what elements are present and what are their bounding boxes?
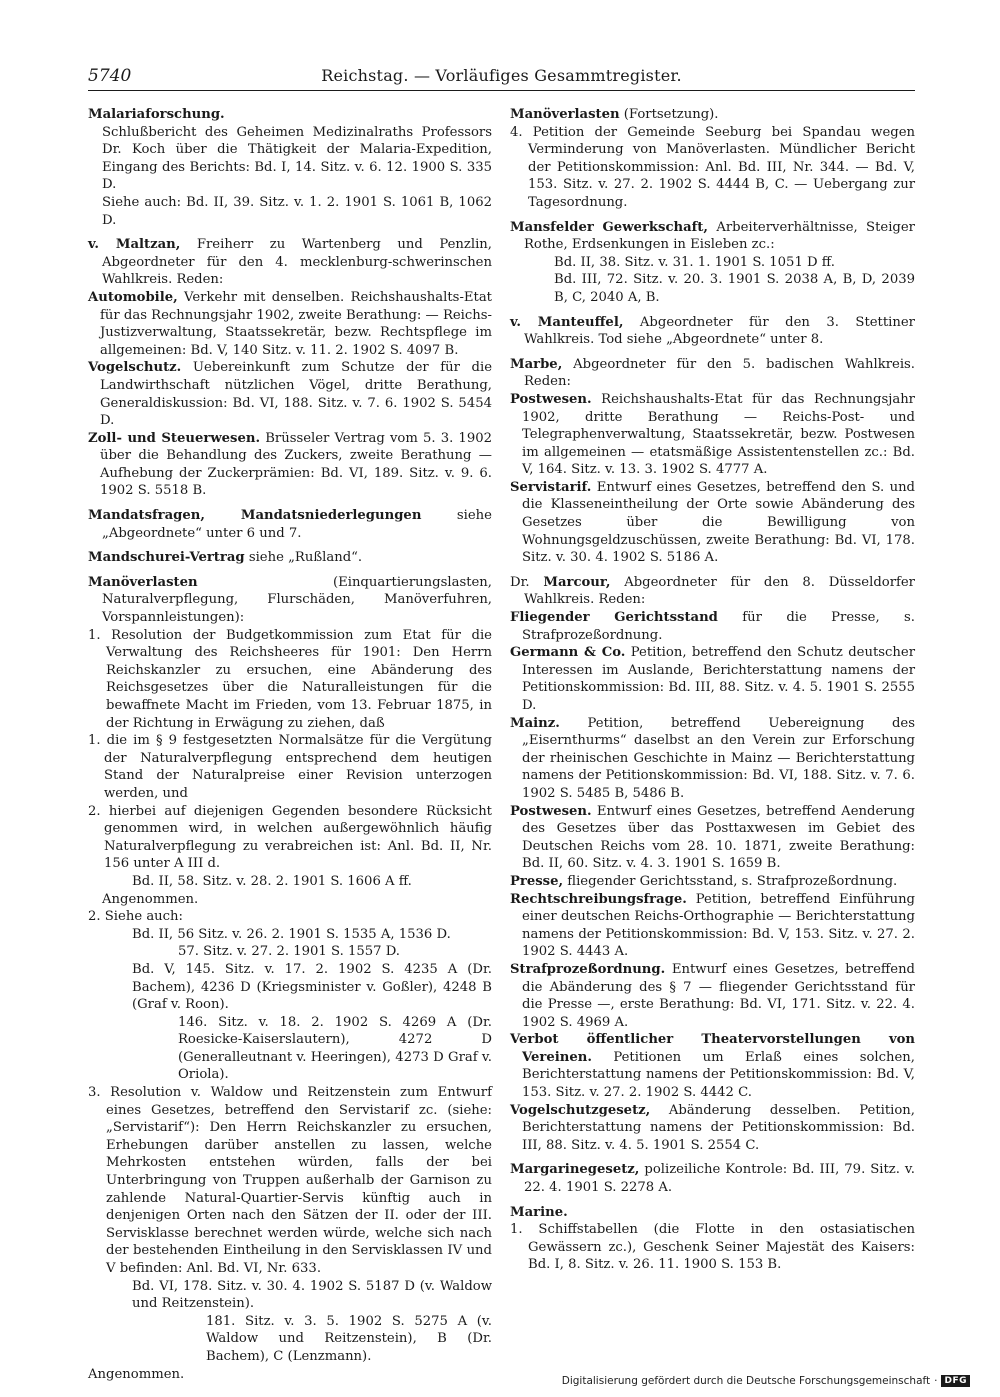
speech-text: Entwurf eines Gesetzes, betreffend den S. und die Klasseneintheilung der Orte sowie Abänderung des Gesetzes über die Bewilligung von Wohnungsgeldzuschüssen, zweite Berathung: Bd. VI, 178. Sitz. v. 30. 4. 1902 S. 5186 A. [522, 479, 915, 566]
speech-term: Postwesen. [510, 391, 592, 407]
entry-heading: Margarinegesetz, [510, 1162, 640, 1178]
entry-manoeverlasten [88, 574, 492, 1383]
speech-text: Uebereinkunft zum Schutze der für die Landwirthschaft nützlichen Vögel, dritte Berathung, Generaldiskussion: Bd. VI, 188. Sitz. v. 7. 6. 1902 S. 5454 D. [100, 360, 492, 429]
speech-term: Presse, [510, 873, 564, 889]
numbered-item: 3. Resolution v. Waldow und Reitzenstein zum Entwurf eines Gesetzes, betreffend den Servistarif zc. (siehe: „Servistarif“): Den Herrn Reichskanzler zu ersuchen, Erhebungen darüber anstellen zu lassen, welche Mehrkosten entstehen würden, falls der bei Unterbringung von Truppen außerhalb der Garnison zu zahlende Natural-Quartier-Servis künftig auch in denjenigen Orten nach den Sätzen der II. oder der III. Servisklasse berechnet werden würde, welche sich nach der bestehenden Eintheilung in den Servisklassen IV und V befinden: Anl. Bd. VI, Nr. 633. [88, 1085, 492, 1276]
speech-term: Vogelschutzgesetz, [510, 1102, 651, 1118]
entry-text: Abgeordneter für den 8. Düsseldorfer Wahlkreis. Reden: [524, 574, 915, 608]
entry-text: Abgeordneter für den 3. Stettiner Wahlkreis. Tod siehe „Abgeordnete“ unter 8. [524, 314, 915, 348]
speech-term: Verbot öffentlicher Theatervorstellungen von Vereinen. [510, 1032, 915, 1065]
page-number: 5740 [88, 66, 132, 86]
entry-heading: Marcour, [543, 574, 611, 590]
speech-text: Abänderung desselben. Petition, Berichterstattung namens der Petitionskommission: Bd. III, 88. Sitz. v. 4. 5. 1901 S. 2554 C. [522, 1102, 915, 1153]
entry-text: (Einquartierungslasten, Naturalverpflegung, Flurschäden, Manöverfuhren, Vorspannleistungen): [102, 574, 492, 626]
entry-heading: Mandatsfragen, Mandatsniederlegungen [88, 508, 422, 524]
entry-text: (Fortsetzung). [623, 107, 719, 122]
entry-mandatsfragen [88, 507, 492, 542]
entry-heading: Manöverlasten [88, 574, 198, 590]
speech-term: Germann & Co. [510, 645, 626, 661]
entry-text: siehe „Rußland“. [248, 550, 363, 566]
entry-heading: Marbe, [510, 356, 563, 372]
footer-text: Digitalisierung gefördert durch die Deutsche Forschungsgemeinschaft [561, 1375, 931, 1387]
numbered-item: 4. Petition der Gemeinde Seeburg bei Spandau wegen Verminderung von Manöverlasten. Mündlicher Bericht der Petitionskommission: Anl. Bd. III, Nr. 344. — Bd. V, 153. Sitz. v. 27. 2. 1902 S. 4444 B, C. — Uebergang zur Tagesordnung. [510, 124, 915, 210]
entry-heading: v. Maltzan, [88, 237, 181, 253]
entry-marcour [510, 574, 915, 1155]
entry-text: polizeiliche Kontrole: Bd. III, 79. Sitz. v. 22. 4. 1901 S. 2278 A. [524, 1162, 915, 1196]
footer [562, 1375, 970, 1387]
speech-text: Entwurf eines Gesetzes, betreffend die Abänderung des § 7 — fliegender Gerichtsstand für die Presse —, erste Berathung: Bd. VI, 171. Sitz. v. 22. 4. 1902 S. 4969 A. [522, 961, 915, 1030]
speech-text: Entwurf eines Gesetzes, betreffend Aenderung des Gesetzes über das Posttaxwesen im Gebiet des Deutschen Reichs vom 28. 10. 1871, zweite Berathung: Bd. II, 60. Sitz. v. 4. 3. 1901 S. 1659 B. [522, 803, 915, 872]
entry-marbe [510, 356, 915, 567]
entry-mandschurei [88, 549, 492, 567]
page-header [88, 64, 915, 91]
entry-heading: Mandschurei-Vertrag [88, 550, 245, 566]
citation: Bd. III, 72. Sitz. v. 20. 3. 1901 S. 2038 A, B, D, 2039 B, C, 2040 A, B. [554, 272, 915, 305]
entry-mansfelder [510, 219, 915, 307]
entry-heading: Manöverlasten [510, 107, 620, 122]
numbered-item: 2. Siehe auch: [88, 909, 183, 925]
speech-text: Petitionen um Erlaß eines solchen, Berichterstattung namens der Petitionskommission: Bd. V, 153. Sitz. v. 27. 2. 1902 S. 4442 C. [522, 1049, 915, 1101]
entry-text: Freiherr zu Wartenberg und Penzlin, Abgeordneter für den 4. mecklenburg-schwerinschen Wahlkreis. Reden: [102, 237, 492, 288]
left-column [88, 106, 492, 1390]
entry-text: siehe „Abgeordnete“ unter 6 und 7. [102, 508, 492, 541]
speech-term: Vogelschutz. [88, 360, 182, 376]
entry-heading: Marine. [510, 1204, 568, 1220]
speech-term: Rechtschreibungsfrage. [510, 891, 687, 907]
speech-term: Mainz. [510, 715, 560, 731]
numbered-item: 1. Resolution der Budgetkommission zum Etat für die Verwaltung des Reichsheeres für 1901: Den Herrn Reichskanzler zu ersuchen, eine Abänderung des Reichsgesetzes über die Naturalleistungen für die bewaffnete Macht im Frieden, vom 13. Februar 1875, in der Richtung in Erwägung zu ziehen, daß [88, 627, 492, 731]
entry-margarinegesetz [510, 1161, 915, 1196]
entry-text: Siehe auch: Bd. II, 39. Sitz. v. 1. 2. 1901 S. 1061 B, 1062 D. [102, 194, 492, 228]
entry-manteuffel [510, 314, 915, 349]
speech-term: Automobile, [88, 289, 178, 305]
speech-term: Zoll- und Steuerwesen. [88, 430, 261, 446]
speech-text: Petition, betreffend den Schutz deutscher Interessen im Auslande, Berichterstattung namens der Petitionskommission: Bd. III, 88. Sitz. v. 4. 5. 1901 S. 2555 D. [522, 645, 915, 713]
entry-heading: Mansfelder Gewerkschaft, [510, 219, 708, 235]
dfg-logo-icon: DFG [941, 1375, 970, 1387]
numbered-item: 1. Schiffstabellen (die Flotte in den ostasiatischen Gewässern zc.), Geschenk Seiner Majestät des Kaisers: Bd. I, 8. Sitz. v. 26. 11. 1900 S. 153 B. [510, 1222, 915, 1273]
entry-text: Abgeordneter für den 5. badischen Wahlkreis. Reden: [524, 356, 915, 390]
speech-term: Postwesen. [510, 803, 592, 819]
numbered-subitem: 1. die im § 9 festgesetzten Normalsätze für die Vergütung der Naturalverpflegung entsprechend dem heutigen Stand der Naturalpreise einer Revision unterzogen werden, und [88, 733, 492, 801]
citation: 181. Sitz. v. 3. 5. 1902 S. 5275 A (v. Waldow und Reitzenstein), B (Dr. Bachem), C (Lenzmann). [206, 1313, 492, 1364]
right-column [510, 106, 915, 1281]
citation: Bd. VI, 178. Sitz. v. 30. 4. 1902 S. 5187 D (v. Waldow und Reitzenstein). [132, 1278, 492, 1312]
speech-text: fliegender Gerichtsstand, s. Strafprozeßordnung. [567, 873, 898, 889]
entry-maltzan [88, 236, 492, 500]
entry-marine [510, 1204, 915, 1274]
speech-text: für die Presse, s. Strafprozeßordnung. [522, 610, 915, 643]
citation: 57. Sitz. v. 27. 2. 1901 S. 1557 D. [178, 944, 401, 960]
citation: Bd. II, 56 Sitz. v. 26. 2. 1901 S. 1535 A, 1536 D. [132, 926, 451, 942]
speech-text: Petition, betreffend Uebereignung des „Eisernthurms“ daselbst an den Verein zur Erforschung der rheinischen Geschichte in Mainz — Berichterstattung namens der Petitionskommission: Bd. VI, 188. Sitz. v. 7. 6. 1902 S. 5485 B, 5486 B. [522, 715, 915, 801]
citation: 146. Sitz. v. 18. 2. 1902 S. 4269 A (Dr. Roesicke-Kaiserslautern), 4272 D (Generalleutnant v. Heeringen), 4273 D Graf v. Oriola). [178, 1014, 492, 1083]
entry-heading: v. Manteuffel, [510, 314, 624, 330]
speech-text: Brüsseler Vertrag vom 5. 3. 1902 über die Behandlung des Zuckers, zweite Berathung — Aufhebung der Zuckerprämien: Bd. VI, 189. Sitz. v. 9. 6. 1902 S. 5518 B. [100, 430, 492, 499]
entry-text: Arbeiterverhältnisse, Steiger Rothe, Erdsenkungen in Eisleben zc.: [524, 219, 915, 253]
speech-term: Servistarif. [510, 479, 592, 495]
result-text: Angenommen. [88, 1366, 185, 1382]
citation: Bd. II, 58. Sitz. v. 28. 2. 1901 S. 1606 A ff. [132, 873, 412, 889]
speech-term: Fliegender Gerichtsstand [510, 610, 718, 626]
speech-text: Reichshaushalts-Etat für das Rechnungsjahr 1902, dritte Berathung — Reichs-Post- und Telegraphenverwaltung, Staatssekretär, bezw. Postwesen im allgemeinen — etatsmäßige Assistentenstellen zc.: Bd. V, 164. Sitz. v. 13. 3. 1902 S. 4777 A. [522, 391, 915, 478]
entry-malaria [88, 106, 492, 229]
entry-text: Schlußbericht des Geheimen Medizinalraths Professors Dr. Koch über die Thätigkeit der Malaria-Expedition, Eingang des Berichts: Bd. I, 14. Sitz. v. 6. 12. 1900 S. 335 D. [102, 124, 492, 193]
entry-prefix: Dr. [510, 574, 530, 590]
result-text: Angenommen. [102, 891, 199, 907]
footer-separator: · [934, 1375, 938, 1387]
citation: Bd. II, 38. Sitz. v. 31. 1. 1901 S. 1051 D ff. [554, 254, 835, 270]
citation: Bd. V, 145. Sitz. v. 17. 2. 1902 S. 4235 A (Dr. Bachem), 4236 D (Kriegsminister v. Goßler), 4248 B (Graf v. Roon). [132, 961, 492, 1013]
numbered-subitem: 2. hierbei auf diejenigen Gegenden besondere Rücksicht genommen wird, in welchen außergewöhnlich häufig Naturalverpflegung zu verabreichen ist: Anl. Bd. II, Nr. 156 unter A III d. [88, 803, 492, 872]
speech-text: Petition, betreffend Einführung einer deutschen Reichs-Orthographie — Berichterstattung namens der Petitionskommission: Bd. V, 153. Sitz. v. 27. 2. 1902 S. 4443 A. [522, 891, 915, 960]
entry-manoeverlasten-cont [510, 106, 915, 212]
page-title: Reichstag. — Vorläufiges Gesammtregister. [321, 66, 682, 85]
entry-heading: Malariaforschung. [88, 107, 225, 122]
speech-term: Strafprozeßordnung. [510, 961, 666, 977]
speech-text: Verkehr mit denselben. Reichshaushalts-Etat für das Rechnungsjahr 1902, zweite Berathung: — Reichs-Justizverwaltung, Staatssekretär, bezw. Rechtspflege im allgemeinen: Bd. V, 140 Sitz. v. 11. 2. 1902 S. 4097 B. [100, 289, 492, 358]
